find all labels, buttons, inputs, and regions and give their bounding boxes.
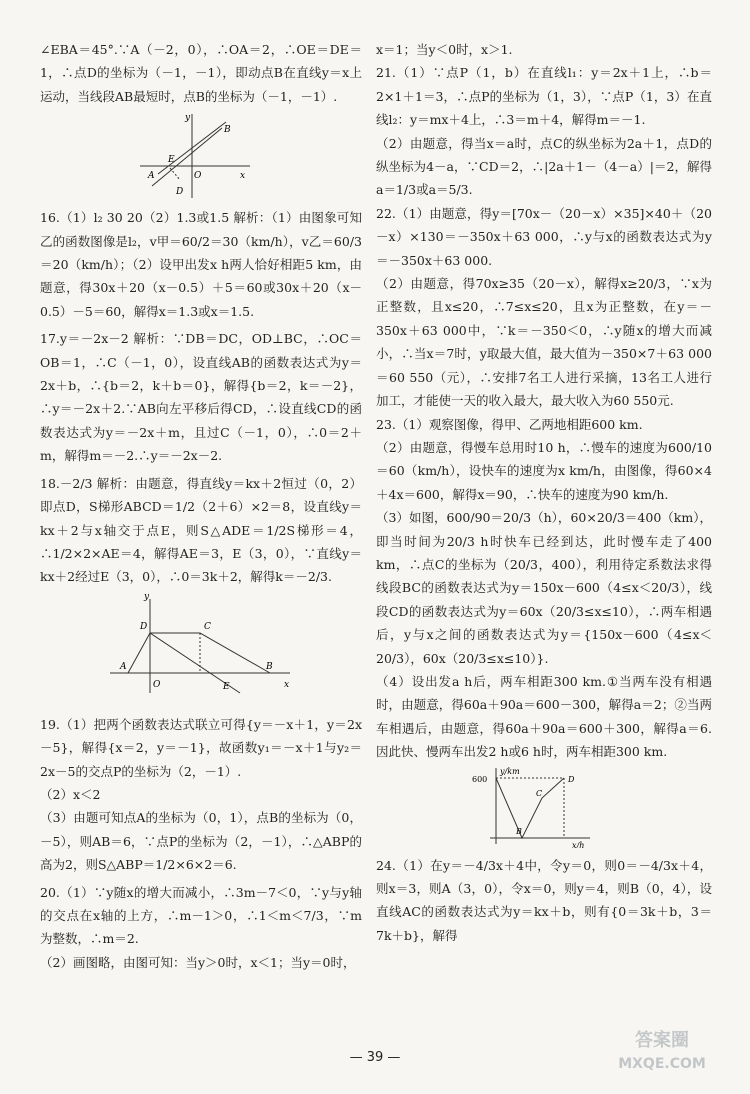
paragraph-21-part2: （2）由题意，得当x＝a时，点C的纵坐标为2a＋1，点D的纵坐标为4－a，∵CD＝2，∴|2a＋1－（4－a）|＝2，解得a＝1/3或a＝5/3. <box>376 135 712 198</box>
svg-text:O: O <box>194 171 202 182</box>
paragraph-23-part3: （3）如图，600/90＝20/3（h），60×20/3＝400（km），即当时间为20/3 h时快车已经到达，此时慢车走了400 km，∴点C的坐标为（20/3，400），利用待定系数法求得线段BC的函数表达式为y＝150x－600（4≤x＜20/3），线段CD的函数表达式为y＝60x（20/3≤x≤10），∴两车相遇后，y与x之间的函数表达式为y＝{150x－600（4≤x＜20/3），60x（20/3≤x≤10）}. <box>376 510 712 666</box>
paragraph-22-part2: （2）由题意，得70x≥35（20－x），解得x≥20/3，∵x为正整数，且x≤20，∴7≤x≤20，且x为正整数，在y＝－350x＋63 000中，∵k＝－350＜0，∴y随x的增大而减小，∴当x＝7时，y取最大值，最大值为－350×7＋63 000＝60 550（元），∴安排7名工人进行采摘，13名工人进行加工，才能使一天的收入最大，最大收入为60 550元. <box>376 276 712 409</box>
paragraph-19-part2: （2）x＜2 <box>40 786 101 802</box>
svg-text:x: x <box>284 679 290 690</box>
svg-text:C: C <box>536 788 543 798</box>
paragraph-20: 20.（1）∵y随x的增大而减小，∴3m－7＜0，∵y与y轴的交点在x轴的上方，∴m－1＞0，∴1＜m＜7/3，∵m为整数，∴m＝2. <box>40 884 362 947</box>
paragraph-19-part3: （3）由题可知点A的坐标为（0，1），点B的坐标为（0，－5），则AB＝6，∵点P的坐标为（2，－1），∴△ABP的高为2，则S△ABP＝1/2×6×2＝6. <box>40 810 362 873</box>
right-column <box>376 0 712 947</box>
page-number: — 39 — <box>349 1050 401 1065</box>
svg-text:D: D <box>140 621 148 632</box>
svg-text:y/km: y/km <box>500 766 520 776</box>
svg-text:B: B <box>266 661 273 672</box>
paragraph-17: 17.y＝－2x－2 解析：∵DB＝DC，OD⊥BC，∴OC＝OB＝1，∴C（－1，0），设直线AB的函数表达式为y＝2x＋b，∴{b＝2，k＋b＝0}，解得{b＝2，k＝－2}，∴y＝－2x＋2.∵AB向左平移后得CD，∴设直线CD的函数表达式为y＝－2x＋m，且过C（－1，0），∴0＝2＋m，解得m＝－2.∴y＝－2x－2. <box>40 331 362 464</box>
svg-text:D: D <box>176 187 184 198</box>
svg-text:x: x <box>240 171 246 182</box>
paragraph-22: 22.（1）由题意，得y＝[70x－（20－x）×35]×40＋（20－x）×130＝－350x＋63 000，∴y与x的函数表达式为y＝－350x＋63 000. <box>376 205 712 268</box>
figure-23-graph <box>376 764 712 848</box>
paragraph-15-end: ∠EBA＝45°.∵A（－2，0），∴OA＝2，∴OE＝DE＝1，∴点D的坐标为（－1，－1），即动点B在直线y＝x上运动，当线段AB最短时，点B的坐标为（－1，－1）. <box>40 42 362 104</box>
watermark-logo <box>592 1020 732 1076</box>
svg-text:MXQE.COM: MXQE.COM <box>618 1056 706 1072</box>
left-column <box>40 0 362 974</box>
paragraph-20-part2: （2）画图略，由图可知：当y＞0时，x＜1；当y＝0时， <box>40 954 356 970</box>
paragraph-18: 18.－2/3 解析：由题意，得直线y＝kx＋2恒过（0，2）即点D，S梯形ABCD＝1/2（2＋6）×2＝8，设直线y＝kx＋2与x轴交于点E，则S△ADE＝1/2S梯形＝4，∴1/2×2×AE＝4，解得AE＝3，E（3，0），∵直线y＝kx＋2经过E（3，0），∴0＝3k＋2，解得k＝－2/3. <box>40 475 362 585</box>
svg-text:y: y <box>144 591 150 602</box>
paragraph-23-part4: （4）设出发a h后，两车相距300 km.①当两车没有相遇时，由题意，得60a＋90a＝600－300，解得a＝2；②当两车相遇后，由题意，得60a＋90a＝600＋300，解得a＝6.因此快、慢两车出发2 h或6 h时，两车相距300 km. <box>376 673 712 760</box>
paragraph-20-end: x＝1；当y＜0时，x＞1. <box>376 42 513 57</box>
paragraph-16: 16.（1）l₂ 30 20（2）1.3或1.5 解析：（1）由图象可知乙的函数图像是l₂，v甲＝60/2＝30（km/h），v乙＝60/3＝20（km/h）；（2）设甲出发x h两人恰好相距5 km，由题意，得30x＋20（x－0.5）＋5＝60或30x＋20（x－0.5）－5＝60，解得x＝1.3或x＝1.5. <box>40 210 362 319</box>
svg-text:O: O <box>153 679 161 690</box>
svg-text:B: B <box>224 125 231 136</box>
svg-text:答案圈: 答案圈 <box>635 1030 689 1051</box>
figure-18-graph <box>40 589 362 707</box>
svg-text:D: D <box>568 774 575 784</box>
svg-text:600: 600 <box>472 774 488 784</box>
svg-text:A: A <box>120 661 127 672</box>
figure-15-graph <box>40 108 362 200</box>
svg-text:A: A <box>148 171 155 182</box>
paragraph-24: 24.（1）在y＝－4/3x＋4中，令y＝0，则0＝－4/3x＋4，则x＝3，则A（3，0），令x＝0，则y＝4，则B（0，4），设直线AC的函数表达式为y＝kx＋b，则有{0＝3k＋b，3＝7k＋b}，解得 <box>376 857 712 943</box>
paragraph-19: 19.（1）把两个函数表达式联立可得{y＝－x＋1，y＝2x－5}，解得{x＝2，y＝－1}，故函数y₁＝－x＋1与y₂＝2x－5的交点P的坐标为（2，－1）. <box>40 716 362 779</box>
svg-text:B: B <box>516 826 522 836</box>
svg-text:C: C <box>204 621 211 632</box>
paragraph-23: 23.（1）观察图像，得甲、乙两地相距600 km. <box>376 416 643 432</box>
paragraph-23-part2: （2）由题意，得慢车总用时10 h，∴慢车的速度为600/10＝60（km/h），设快车的速度为x km/h，由图像，得60×4＋4x＝600，解得x＝90，∴快车的速度为90 km/h. <box>376 439 712 502</box>
paragraph-21: 21.（1）∵点P（1，b）在直线l₁：y＝2x＋1上，∴b＝2×1＋1＝3，∴点P的坐标为（1，3），∵点P（1，3）在直线l₂：y＝mx＋4上，∴3＝m＋4，解得m＝－1. <box>376 65 712 128</box>
svg-text:y: y <box>185 113 191 124</box>
svg-text:E: E <box>168 155 175 166</box>
svg-text:x/h: x/h <box>572 840 585 848</box>
svg-text:E: E <box>223 681 230 692</box>
